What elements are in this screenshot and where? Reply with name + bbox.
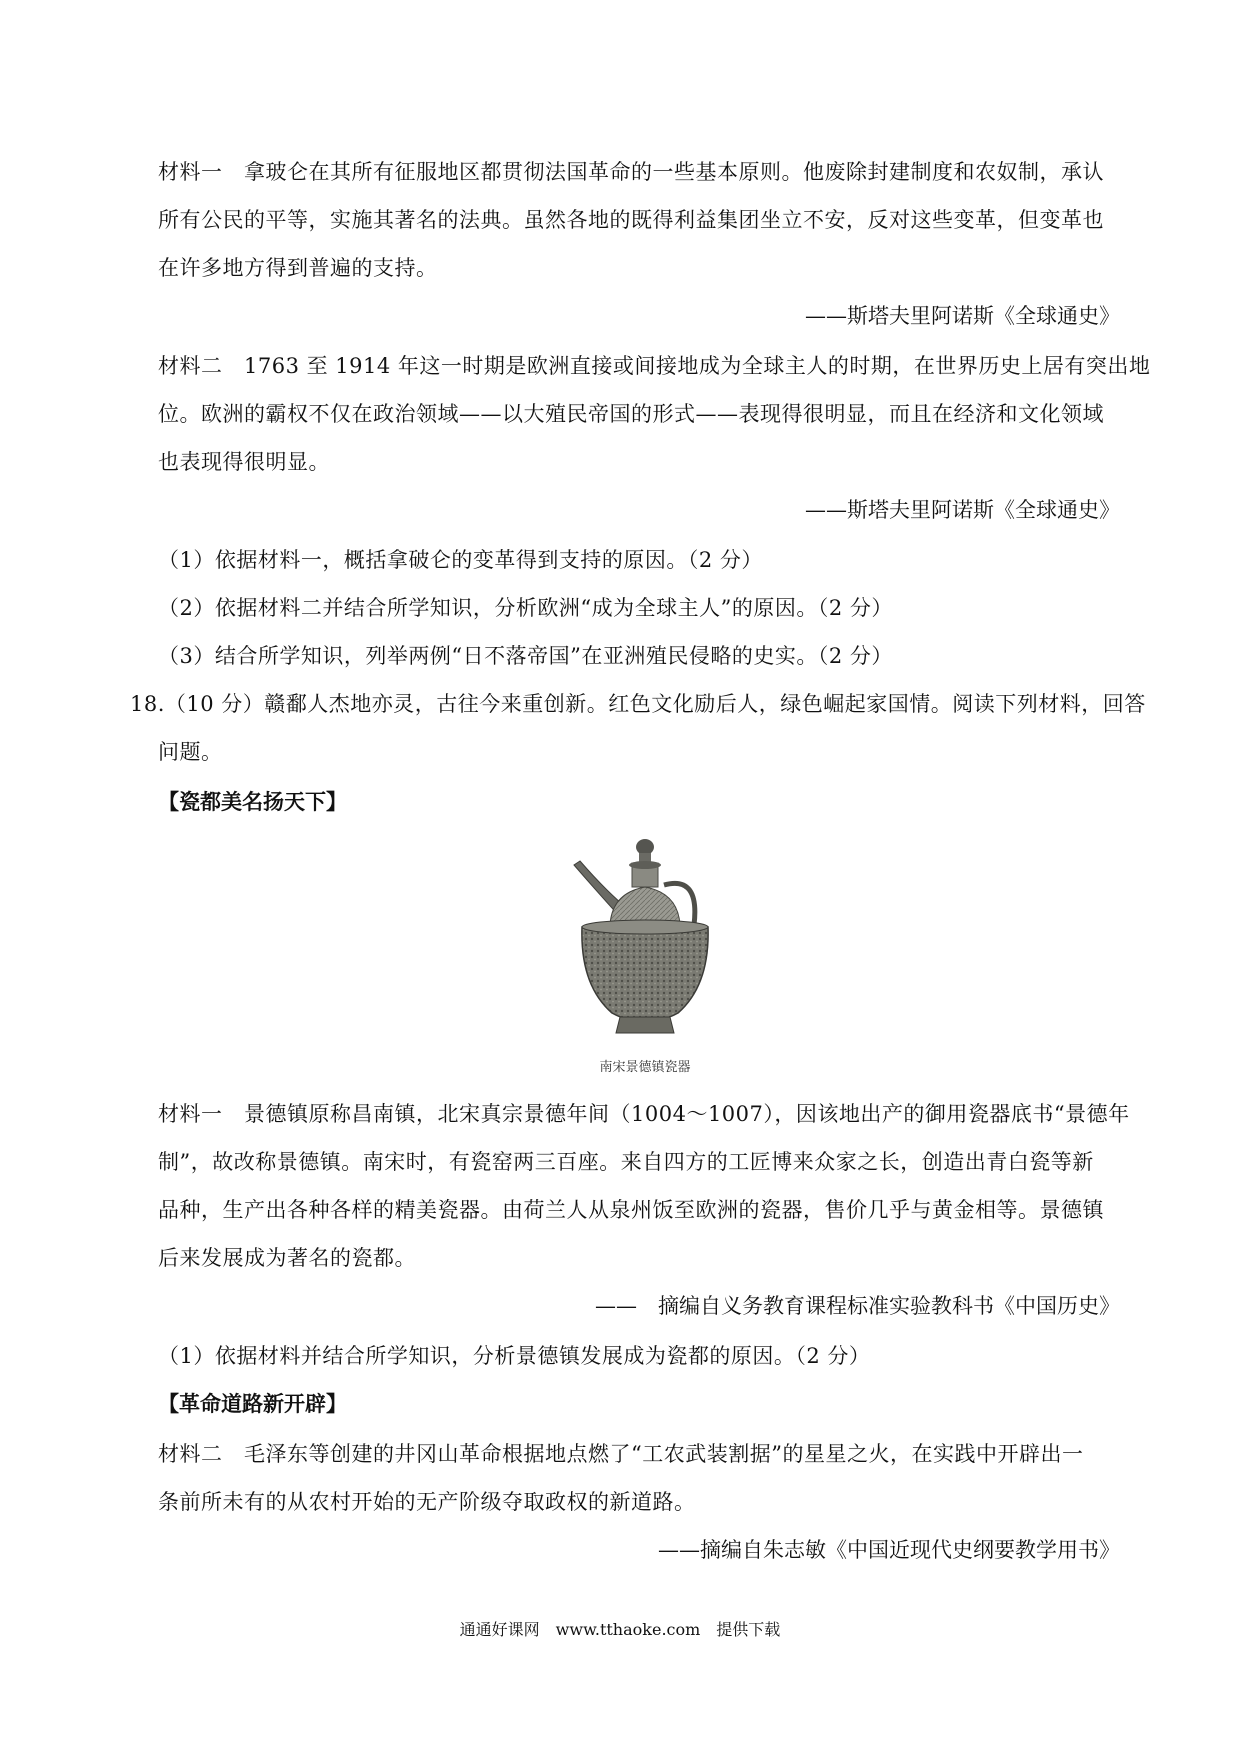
q18-material2-line: 材料二 毛泽东等创建的井冈山革命根据地点燃了“工农武装割据”的星星之火，在实践中开辟出一: [158, 1442, 1084, 1466]
q17-material1-line: 所有公民的平等，实施其著名的法典。虽然各地的既得利益集团坐立不安，反对这些变革，但变革也: [158, 208, 1104, 232]
q18-material1-line: 品种，生产出各种各样的精美瓷器。由荷兰人从泉州饭至欧洲的瓷器，售价几乎与黄金相等。景德镇: [158, 1198, 1104, 1222]
section-heading-revolution: 【革命道路新开辟】: [158, 1391, 347, 1416]
q17-material1-line: 材料一 拿玻仑在其所有征服地区都贯彻法国革命的一些基本原则。他废除封建制度和农奴制，承认: [158, 160, 1104, 184]
q18-intro-line: 18.（10 分）赣鄱人杰地亦灵，古往今来重创新。红色文化励后人，绿色崛起家国情。阅读下列材料，回答: [130, 692, 1146, 716]
q17-material2-line: 材料二 1763 至 1914 年这一时期是欧洲直接或间接地成为全球主人的时期，在世界历史上居有突出地: [158, 354, 1151, 378]
section-heading-porcelain: 【瓷都美名扬天下】: [158, 789, 347, 814]
q18-material1-line: 材料一 景德镇原称昌南镇，北宋真宗景德年间（1004～1007），因该地出产的御用瓷器底书“景德年: [158, 1102, 1130, 1126]
q18-material1-line: 后来发展成为著名的瓷都。: [158, 1246, 416, 1270]
q18-material1-source: —— 摘编自义务教育课程标准实验教科书《中国历史》: [595, 1294, 1120, 1318]
q17-question-2: （2）依据材料二并结合所学知识，分析欧洲“成为全球主人”的原因。（2 分）: [158, 596, 893, 620]
q17-material2-source: ——斯塔夫里阿诺斯《全球通史》: [805, 498, 1120, 522]
q17-material2-line: 位。欧洲的霸权不仅在政治领域——以大殖民帝国的形式——表现得很明显，而且在经济和文化领域: [158, 402, 1104, 426]
q18-material2-line: 条前所未有的从农村开始的无产阶级夺取政权的新道路。: [158, 1490, 696, 1514]
q17-question-3: （3）结合所学知识，列举两例“日不落帝国”在亚洲殖民侵略的史实。（2 分）: [158, 644, 893, 668]
q18-question-1: （1）依据材料并结合所学知识，分析景德镇发展成为瓷都的原因。（2 分）: [158, 1344, 871, 1368]
q18-material1-line: 制”，故改称景德镇。南宋时，有瓷窑两三百座。来自四方的工匠博来众家之长，创造出青白瓷等新: [158, 1150, 1094, 1174]
porcelain-ewer-image: [560, 835, 730, 1055]
figure-caption: 南宋景德镇瓷器: [599, 1060, 691, 1075]
q17-material1-line: 在许多地方得到普遍的支持。: [158, 256, 438, 280]
page-footer: 通通好课网 www.tthaoke.com 提供下载: [459, 1620, 781, 1639]
q17-material1-source: ——斯塔夫里阿诺斯《全球通史》: [805, 304, 1120, 328]
q18-intro-line: 问题。: [158, 740, 223, 764]
q17-question-1: （1）依据材料一，概括拿破仑的变革得到支持的原因。（2 分）: [158, 548, 763, 572]
q17-material2-line: 也表现得很明显。: [158, 450, 330, 474]
q18-material2-source: ——摘编自朱志敏《中国近现代史纲要教学用书》: [658, 1538, 1120, 1562]
